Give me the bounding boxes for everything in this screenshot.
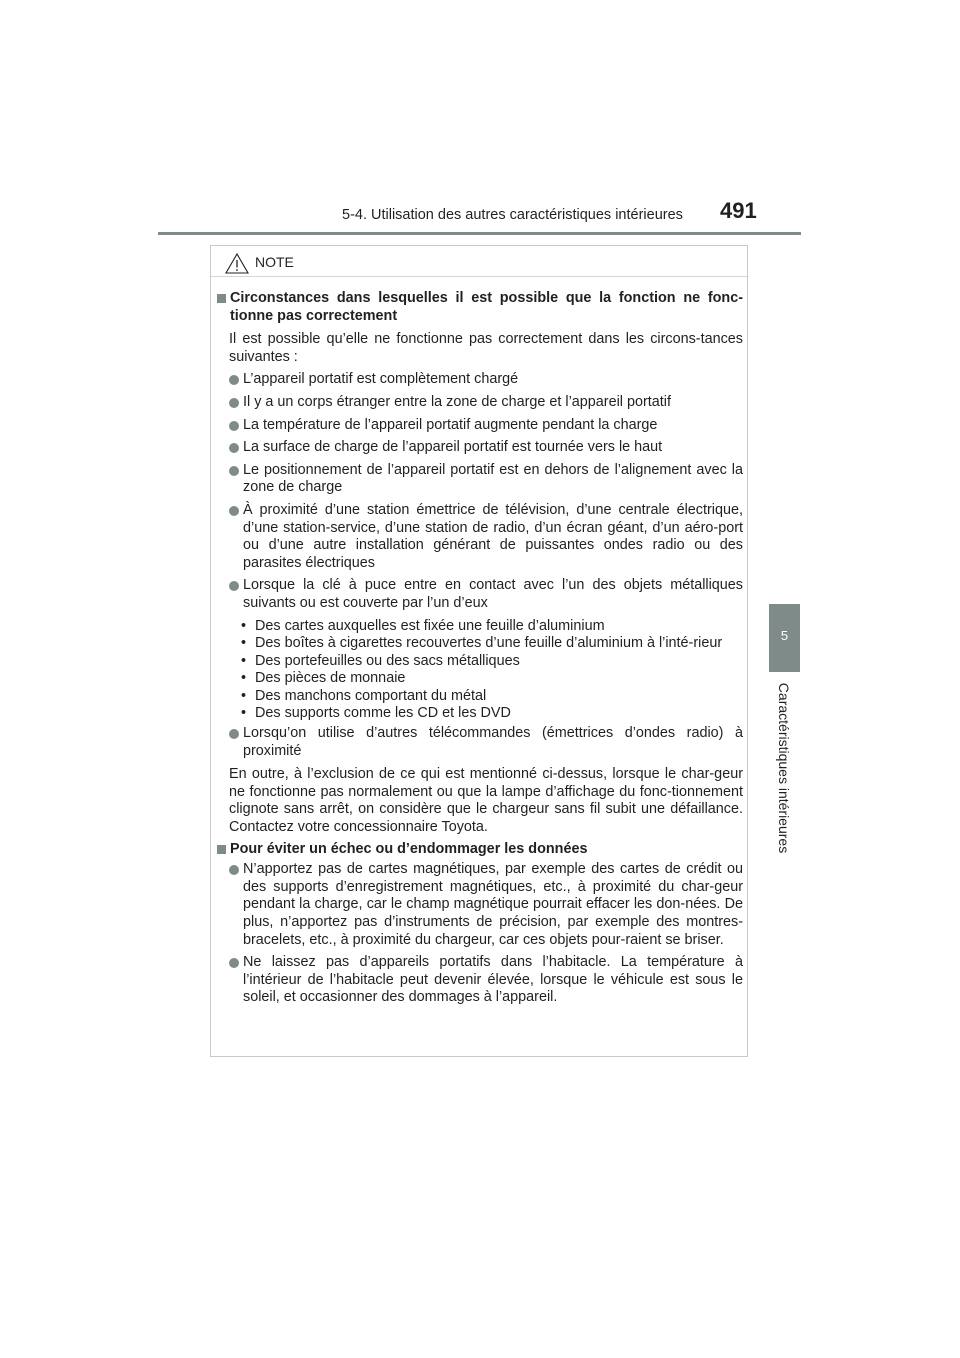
section-title-malfunction: Circonstances dans lesquelles il est possible que la fonction ne fonc-tionne pas correctement — [217, 290, 743, 325]
list-item: La température de l’appareil portatif augmente pendant la charge — [229, 417, 743, 435]
list-item: Le positionnement de l’appareil portatif est en dehors de l’alignement avec la zone de charge — [229, 462, 743, 497]
sublist-item: • Des portefeuilles ou des sacs métalliques — [241, 652, 520, 669]
list-item: L’appareil portatif est complètement chargé — [229, 371, 743, 389]
section-title-data-protection: Pour éviter un échec ou d’endommager les données — [217, 841, 743, 859]
circle-bullet-icon — [229, 865, 239, 875]
circle-bullet-icon — [229, 466, 239, 476]
square-bullet-icon — [217, 294, 226, 303]
warning-triangle-icon — [225, 253, 249, 274]
section-intro: Il est possible qu’elle ne fonctionne pas correctement dans les circons-tances suivantes : — [229, 331, 743, 365]
page-number: 491 — [720, 198, 757, 223]
sublist-item: • Des supports comme les CD et les DVD — [241, 705, 511, 722]
note-label: NOTE — [255, 254, 294, 270]
circle-bullet-icon — [229, 443, 239, 453]
note-body — [217, 290, 743, 1007]
list-item: Lorsque la clé à puce entre en contact avec l’un des objets métalliques suivants ou est couverte par l’un d’eux — [229, 577, 743, 612]
circle-bullet-icon — [229, 398, 239, 408]
square-bullet-icon — [217, 845, 226, 854]
list-item: Il y a un corps étranger entre la zone de charge et l’appareil portatif — [229, 394, 743, 412]
chapter-tab-number: 5 — [780, 628, 789, 643]
list-item: La surface de charge de l’appareil portatif est tournée vers le haut — [229, 439, 743, 457]
metal-objects-sublist — [241, 618, 743, 724]
closing-paragraph: En outre, à l’exclusion de ce qui est mentionné ci-dessus, lorsque le char-geur ne fonctionne pas normalement ou que la lampe d’affichage du fonc-tionnement clignote sans arrêt, on considère que le chargeur sans fil subit une défaillance. Contactez votre concessionnaire Toyota. — [229, 766, 743, 836]
list-item: Lorsqu’on utilise d’autres télécommandes (émettrices d’ondes radio) à proximité — [229, 725, 743, 760]
sublist-item: • Des cartes auxquelles est fixée une feuille d’aluminium — [241, 617, 605, 634]
list-item: À proximité d’une station émettrice de télévision, d’une centrale électrique, d’une station-service, d’une station de radio, d’un écran géant, d’un aéro-port ou d’une autre installation générant de puissantes ondes radio ou des parasites électriques — [229, 502, 743, 572]
section-header: 5-4. Utilisation des autres caractéristiques intérieures — [342, 207, 683, 223]
note-header — [211, 246, 747, 277]
circle-bullet-icon — [229, 421, 239, 431]
sublist-item: • Des manchons comportant du métal — [241, 687, 487, 704]
note-box — [210, 245, 748, 1057]
circle-bullet-icon — [229, 506, 239, 516]
chapter-tab-label: Caractéristiques intérieures — [776, 682, 792, 854]
list-item: Ne laissez pas d’appareils portatifs dans l’habitacle. La température à l’intérieur de l’habitacle peut devenir élevée, lorsque le véhicule est sous le soleil, et occasionner des dommages à l’appareil. — [229, 954, 743, 1007]
circle-bullet-icon — [229, 958, 239, 968]
sublist-item: • Des pièces de monnaie — [241, 670, 406, 687]
circle-bullet-icon — [229, 729, 239, 739]
circle-bullet-icon — [229, 581, 239, 591]
circle-bullet-icon — [229, 375, 239, 385]
header-rule — [158, 232, 801, 235]
list-item: N’apportez pas de cartes magnétiques, par exemple des cartes de crédit ou des supports d’enregistrement magnétiques, etc., à proximité du char-geur pendant la charge, car le champ magnétique pourrait effacer les don-nées. De plus, n’apportez pas d’instruments de précision, par exemple des montres-bracelets, etc., à proximité du chargeur, car ces objets pour-raient se briser. — [229, 861, 743, 949]
sublist-item: • Des boîtes à cigarettes recouvertes d’une feuille d’aluminium à l’inté-rieur — [241, 635, 723, 652]
